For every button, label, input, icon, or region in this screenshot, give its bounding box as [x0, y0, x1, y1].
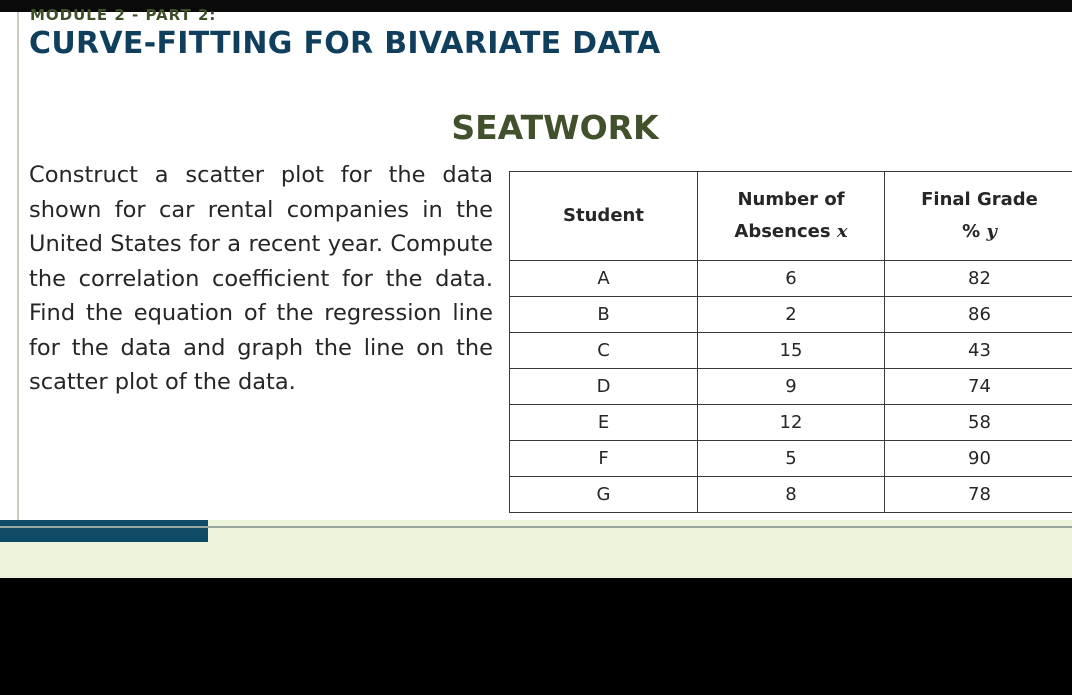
section-title: SEATWORK: [451, 108, 659, 147]
footer-rule: [0, 526, 1072, 528]
cell-student: A: [510, 261, 698, 297]
cell-student: C: [510, 333, 698, 369]
bottom-black-area: [0, 578, 1072, 695]
cell-student: D: [510, 369, 698, 405]
data-table: [509, 171, 1072, 513]
cell-grade: 78: [885, 477, 1072, 513]
table-row: [510, 441, 1072, 477]
cell-student: G: [510, 477, 698, 513]
left-divider: [17, 12, 19, 520]
cell-student: E: [510, 405, 698, 441]
cell-grade: 43: [885, 333, 1072, 369]
cell-absences: 6: [698, 261, 885, 297]
table-header-row: [510, 172, 1072, 261]
slide: [0, 6, 1072, 520]
header-final-grade: Final Grade % y: [885, 172, 1072, 261]
cell-grade: 58: [885, 405, 1072, 441]
cell-student: F: [510, 441, 698, 477]
module-label: MODULE 2 - PART 2:: [30, 6, 217, 24]
cell-absences: 12: [698, 405, 885, 441]
table-row: [510, 369, 1072, 405]
footer-accent-block: [0, 520, 208, 542]
page-title: CURVE-FITTING FOR BIVARIATE DATA: [29, 26, 661, 61]
cell-absences: 2: [698, 297, 885, 333]
cell-grade: 82: [885, 261, 1072, 297]
header-absences: Number of Absences x: [698, 172, 885, 261]
footer-band: [0, 520, 1072, 578]
cell-student: B: [510, 297, 698, 333]
cell-grade: 90: [885, 441, 1072, 477]
cell-absences: 5: [698, 441, 885, 477]
cell-grade: 86: [885, 297, 1072, 333]
table-row: [510, 405, 1072, 441]
header-student: Student: [510, 172, 698, 261]
table-row: [510, 477, 1072, 513]
table-row: [510, 297, 1072, 333]
instructions-text: Construct a scatter plot for the data shown for car rental companies in the United States for a recent year. Compute the correlation coefficient for the data. Find the equation of the regression line for the data and graph the line on the scatter plot of the data.: [29, 162, 493, 395]
table-row: [510, 333, 1072, 369]
cell-grade: 74: [885, 369, 1072, 405]
cell-absences: 15: [698, 333, 885, 369]
table-row: [510, 261, 1072, 297]
cell-absences: 8: [698, 477, 885, 513]
cell-absences: 9: [698, 369, 885, 405]
